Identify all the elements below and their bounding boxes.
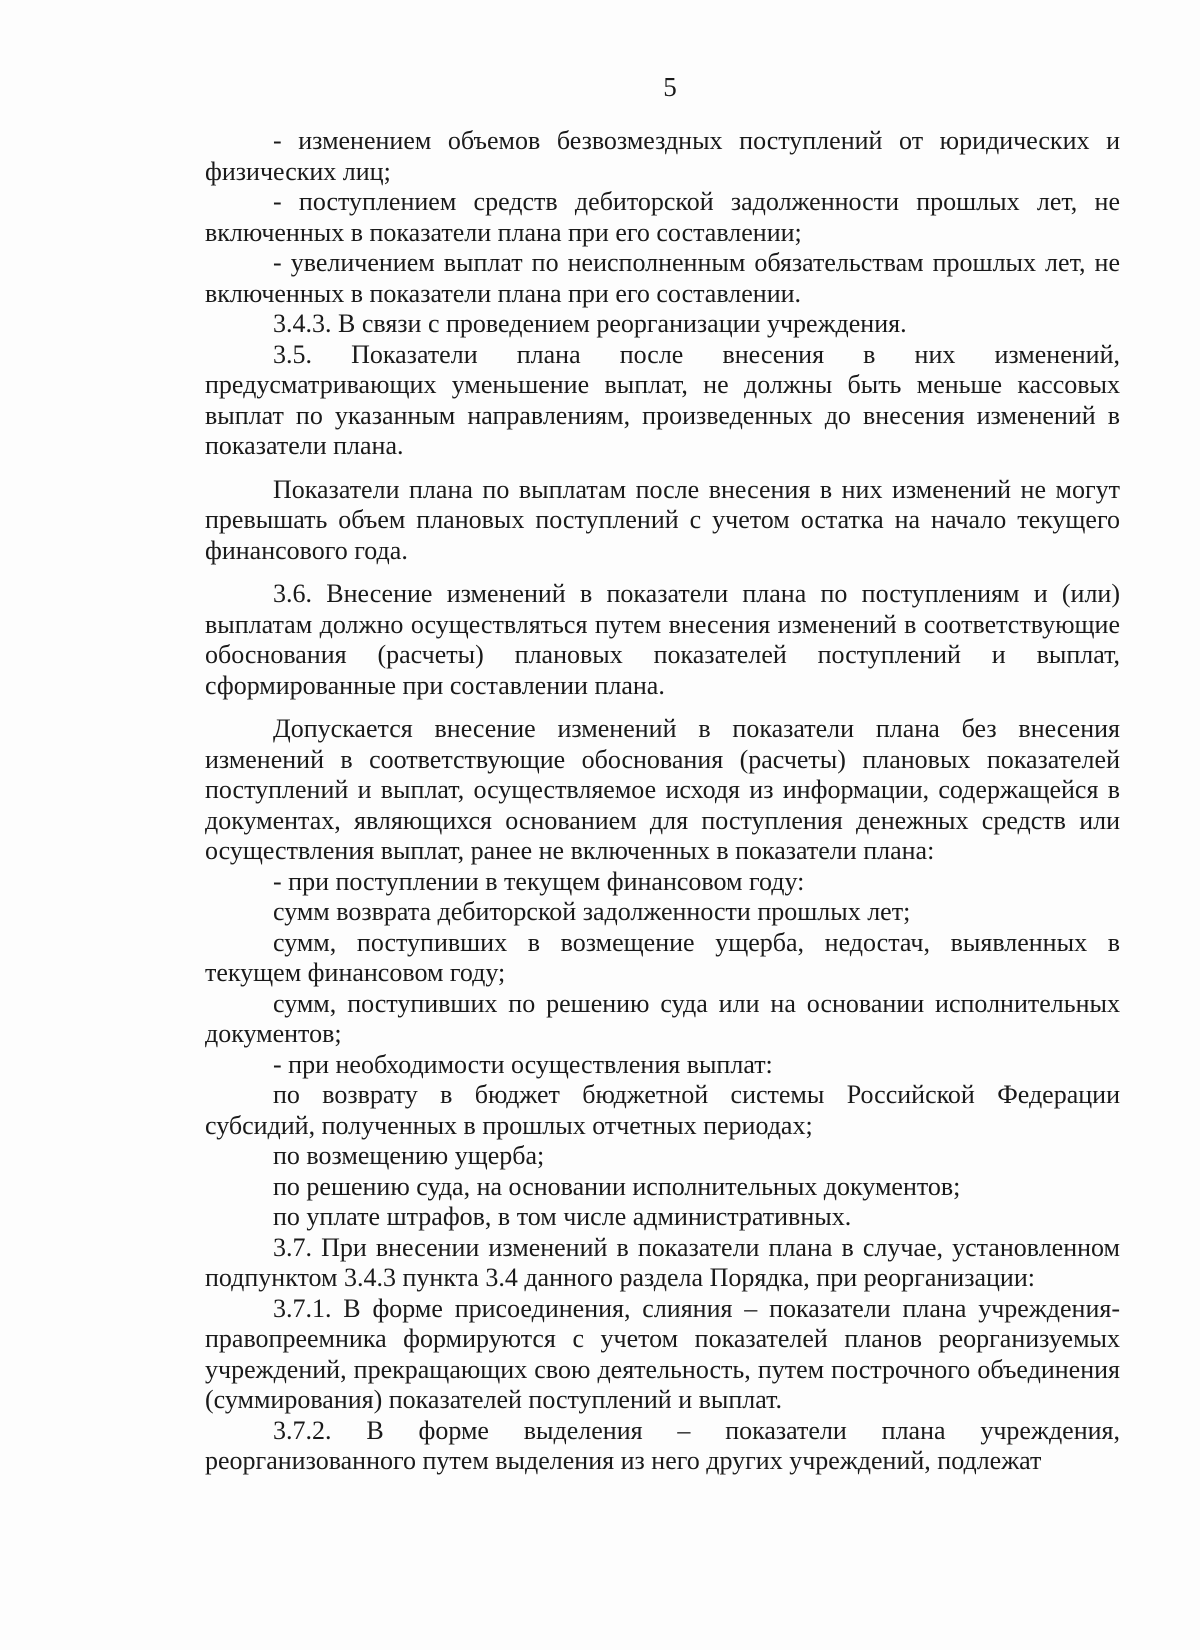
paragraph-20: 3.7.2. В форме выделения – показатели плана учреждения, реорганизованного путем выделения из него других учреждений, подлежат: [205, 1415, 1120, 1475]
paragraph-16: по решению суда, на основании исполнительных документов;: [273, 1171, 961, 1201]
paragraph-2: - поступлением средств дебиторской задолженности прошлых лет, не включенных в показатели плана при его составлении;: [205, 187, 1120, 247]
paragraph-8: Допускается внесение изменений в показатели плана без внесения изменений в соответствующие обоснования (расчеты) плановых показателей поступлений и выплат, осуществляемое исходя из информации, содержащейся в документах, являющихся основанием для поступления денежных средств или осуществления выплат, ранее не включенных в показатели плана:: [205, 714, 1120, 865]
paragraph-11: сумм, поступивших в возмещение ущерба, недостач, выявленных в текущем финансовом году;: [205, 927, 1120, 987]
paragraph-4: 3.4.3. В связи с проведением реорганизации учреждения.: [273, 309, 907, 338]
paragraph-19: 3.7.1. В форме присоединения, слияния – показатели плана учреждения-правопреемника формируются с учетом показателей планов реорганизуемых учреждений, прекращающих свою деятельность, путем построчного объединения (суммирования) показателей поступлений и выплат.: [205, 1293, 1120, 1414]
page-number: 5: [663, 72, 677, 102]
paragraph-14: по возврату в бюджет бюджетной системы Российской Федерации субсидий, полученных в прошлых отчетных периодах;: [205, 1080, 1120, 1140]
paragraph-10: сумм возврата дебиторской задолженности прошлых лет;: [273, 897, 911, 926]
paragraph-5: 3.5. Показатели плана после внесения в них изменений, предусматривающих уменьшение выплат, не должны быть меньше кассовых выплат по указанным направлениям, произведенных до внесения изменений в показатели плана.: [205, 339, 1120, 460]
paragraph-9: - при поступлении в текущем финансовом году:: [273, 866, 805, 896]
paragraph-17: по уплате штрафов, в том числе административных.: [273, 1202, 852, 1231]
paragraph-1: - изменением объемов безвозмездных поступлений от юридических и физических лиц;: [205, 126, 1120, 186]
paragraph-3: - увеличением выплат по неисполненным обязательствам прошлых лет, не включенных в показатели плана при его составлении.: [205, 248, 1120, 308]
paragraph-12: сумм, поступивших по решению суда или на основании исполнительных документов;: [205, 988, 1120, 1048]
document-body: [205, 126, 1120, 1477]
paragraph-18: 3.7. При внесении изменений в показатели плана в случае, установленном подпунктом 3.4.3 пункта 3.4 данного раздела Порядка, при реорганизации:: [205, 1232, 1120, 1292]
paragraph-6: Показатели плана по выплатам после внесения в них изменений не могут превышать объем плановых поступлений с учетом остатка на начало текущего финансового года.: [205, 474, 1120, 565]
paragraph-13: - при необходимости осуществления выплат:: [273, 1049, 773, 1079]
paragraph-15: по возмещению ущерба;: [273, 1141, 545, 1170]
paragraph-7: 3.6. Внесение изменений в показатели плана по поступлениям и (или) выплатам должно осуществляться путем внесения изменений в соответствующие обоснования (расчеты) плановых показателей поступлений и выплат, сформированные при составлении плана.: [205, 579, 1120, 700]
